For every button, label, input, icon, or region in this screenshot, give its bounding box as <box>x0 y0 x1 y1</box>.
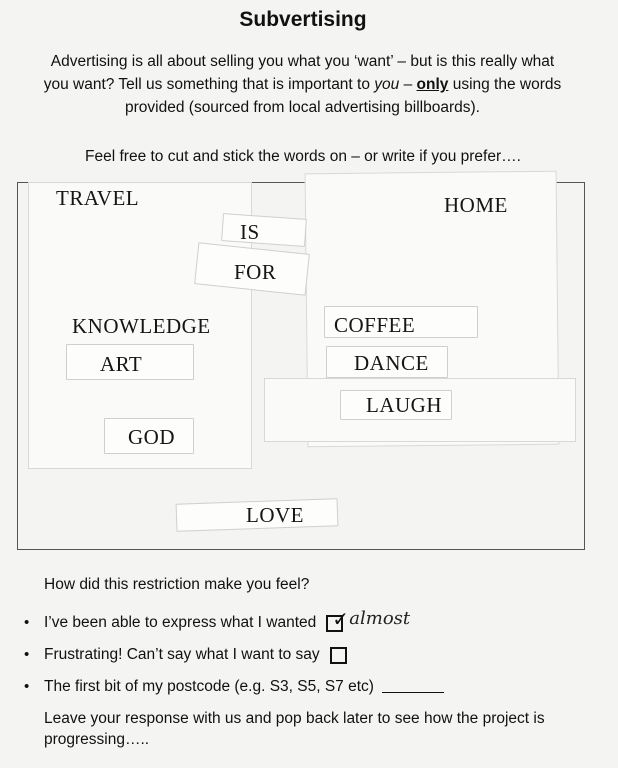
slip-is <box>221 213 307 247</box>
intro-text-1: Advertising is all about selling you what you ‘want’ – but is this really what you want? Tell us something that is important to <box>43 53 555 93</box>
closing-text: Leave your response with us and pop back later to see how the project is progressing….. <box>44 710 545 748</box>
word-laugh: LAUGH <box>366 393 442 417</box>
word-for: FOR <box>234 260 277 284</box>
frustrating-checkbox[interactable] <box>330 647 347 664</box>
bullet-dot: • <box>24 646 30 663</box>
intro-emphasis-only: only <box>416 76 449 93</box>
option-label: The first bit of my postcode (e.g. S3, S5, S7 etc) <box>44 678 374 695</box>
bullet-dot: • <box>24 678 30 695</box>
word-love: LOVE <box>246 503 304 527</box>
checkmark-icon: ✓ <box>332 607 350 631</box>
word-art: ART <box>100 352 143 376</box>
word-coffee: COFFEE <box>334 313 416 337</box>
option-postcode <box>24 676 594 708</box>
intro-text-3: using the words provided (sourced from local advertising billboards). <box>125 76 562 116</box>
expressed-checkbox[interactable] <box>326 607 350 632</box>
options-list <box>24 607 594 708</box>
postcode-blank[interactable] <box>382 676 444 693</box>
intro-paragraph <box>40 50 565 119</box>
word-is: IS <box>240 220 260 244</box>
option-label: Frustrating! Can’t say what I want to say <box>44 646 320 663</box>
option-frustrating <box>24 644 594 676</box>
intro-text-2: – <box>399 76 417 93</box>
word-dance: DANCE <box>354 351 429 375</box>
option-label: I’ve been able to express what I wanted <box>44 614 317 631</box>
word-knowledge: KNOWLEDGE <box>72 314 211 338</box>
option-expressed <box>24 607 594 644</box>
page-title: Subvertising <box>239 8 367 31</box>
handwritten-answer: almost <box>349 608 411 629</box>
feeling-question: How did this restriction make you feel? <box>44 576 310 593</box>
instruction-text: Feel free to cut and stick the words on – or write if you prefer…. <box>85 148 521 165</box>
bullet-dot: • <box>24 614 30 631</box>
intro-emphasis-you: you <box>374 76 400 93</box>
word-home: HOME <box>444 193 508 217</box>
word-god: GOD <box>128 425 175 449</box>
word-travel: TRAVEL <box>56 186 140 210</box>
